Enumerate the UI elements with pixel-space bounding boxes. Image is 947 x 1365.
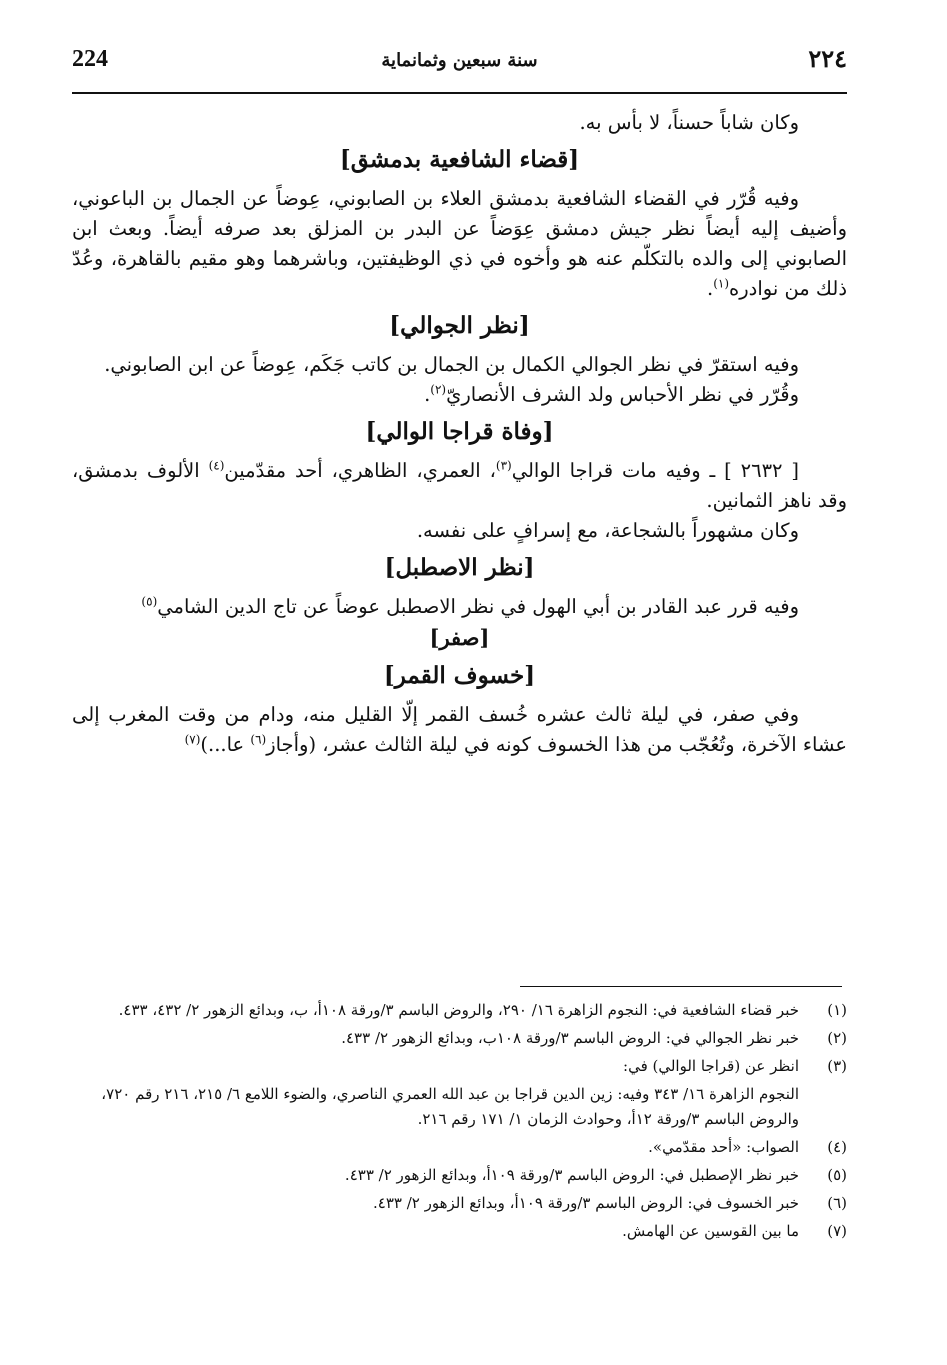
footnote [72, 1054, 847, 1079]
footnote-ref: (٧) [184, 732, 201, 747]
main-text [72, 108, 847, 760]
footnote-number: (٥) [827, 1166, 847, 1184]
footnote-ref: (١) [713, 276, 730, 291]
footnote-ref: (٤) [208, 458, 225, 473]
section-heading: [نظر الاصطبل] [384, 554, 535, 581]
footnote [72, 998, 847, 1023]
page-number-latin: 224 [72, 46, 108, 72]
paragraph-text: وقُرّر في نظر الأحباس ولد الشرف الأنصاريّ [446, 383, 799, 406]
paragraph [72, 592, 847, 622]
paragraph-text: الألوف بدمشق، وقد ناهز الثمانين. [72, 459, 847, 512]
footnote-ref: (٥) [141, 594, 158, 609]
footnote-text: خبر قضاء الشافعية في: النجوم الزاهرة ١٦/ ٢٩٠، والروض الباسم ٣/ورقة ١٠٨أ، ب، وبدائع الزهور ٢/ ٤٣٢، ٤٣٣. [118, 1001, 799, 1019]
page-number-arabic: ٢٢٤ [808, 44, 847, 73]
footnote-ref: (٣) [495, 458, 512, 473]
paragraph [72, 456, 847, 516]
footnote-text: انظر عن (قراجا الوالي) في: [623, 1057, 799, 1075]
paragraph-text: [ ٢٦٣٢ ] ـ وفيه مات قراجا الوالي [511, 459, 800, 482]
footnote-continuation [72, 1082, 847, 1132]
paragraph: وكان شاباً حسناً، لا بأس به. [579, 111, 799, 134]
footnote-text: خبر الخسوف في: الروض الباسم ٣/ورقة ١٠٩أ، وبدائع الزهور ٢/ ٤٣٣. [373, 1194, 799, 1212]
footnotes [72, 998, 847, 1247]
footnote-text: الصواب: «أحد مقدّمي». [648, 1138, 799, 1156]
page-header [72, 40, 847, 90]
footnote-ref: (٦) [250, 732, 267, 747]
section-heading: [وفاة قراجا الوالي] [365, 418, 554, 445]
footnote-ref: (٢) [430, 382, 447, 397]
paragraph-text: وفي صفر، في ليلة ثالث عشره خُسف القمر إلّا القليل منه، ودام من وقت المغرب إلى عشاء الآخرة، وتُعُجّب من هذا الخسوف كونه في ليلة الثالث عشر، (وأجاز [72, 703, 847, 756]
section-heading: [صفر] [429, 625, 490, 650]
footnote-number: (٦) [827, 1194, 847, 1212]
footnote-text: ما بين القوسين عن الهامش. [622, 1222, 799, 1240]
footnote [72, 1191, 847, 1216]
paragraph [72, 700, 847, 760]
paragraph: وفيه استقرّ في نظر الجوالي الكمال بن الجمال بن كاتب جَكَم، عِوضاً عن ابن الصابوني. [104, 353, 799, 376]
section-heading: [نظر الجوالي] [389, 312, 530, 339]
footnote-number: (١) [827, 1001, 847, 1019]
section-heading: [خسوف القمر] [383, 662, 536, 689]
footnote-number: (٣) [827, 1057, 847, 1075]
footnote-text: النجوم الزاهرة ١٦/ ٣٤٣ وفيه: زين الدين قراجا بن عبد الله العمري الناصري، والضوء اللامع ٦/ ٢١٥، ٢١٦ رقم ٧٢٠، والروض الباسم ٣/ورقة ١٢أ، وحوادث الزمان ١/ ١٧١ رقم ٢١٦. [101, 1085, 799, 1128]
paragraph-text: وفيه قرر عبد القادر بن أبي الهول في نظر الاصطبل عوضاً عن تاج الدين الشامي [157, 595, 799, 618]
paragraph-text: وفيه قُرّر في القضاء الشافعية بدمشق العلاء بن الصابوني، عِوضاً عن الجمال بن الباعوني، وأضيف إليه أيضاً نظر جيش دمشق عِوَضاً عن البدر بن المزلق بعد صرفه أيضاً. وبعث ابن الصابوني إلى والده بالتكلّم عنه هو وأخوه في ذي الوظيفتين، وباشرهما وهو مقيم بالقاهرة، وعُدّ ذلك من نوادره [72, 187, 847, 300]
paragraph-text: ، العمري، الظاهري، أحد مقدّمين [224, 459, 496, 482]
paragraph: وقُرّر في نظر الأحباس ولد الشرف الأنصاريّ$^{(٢)}$. [424, 382, 799, 406]
footnote [72, 1163, 847, 1188]
footnote [72, 1219, 847, 1244]
paragraph: وكان مشهوراً بالشجاعة، مع إسرافٍ على نفسه. [416, 519, 799, 542]
header-rule [72, 92, 847, 94]
footnote-number: (٧) [827, 1222, 847, 1240]
running-title: سنة سبعين وثمانماية [381, 50, 538, 71]
paragraph: وفيه قُرّر في القضاء الشافعية بدمشق العلاء بن الصابوني، عِوضاً عن الجمال بن الباعوني، وأضيف إليه أيضاً نظر جيش دمشق عِوَضاً عن البدر بن المزلق بعد صرفه أيضاً. وبعث ابن الصابوني إلى والده بالتكلّم عنه هو وأخوه في ذي الوظيفتين، وباشرهما وهو مقيم بالقاهرة، وعُدّ ذلك من نوادره$^{(١)}$. [72, 187, 847, 300]
footnote-number: (٢) [827, 1029, 847, 1047]
footnote [72, 1135, 847, 1160]
footnote [72, 1026, 847, 1051]
footnote-text: خبر نظر الإصطبل في: الروض الباسم ٣/ورقة ١٠٩أ، وبدائع الزهور ٢/ ٤٣٣. [344, 1166, 799, 1184]
footnote-number: (٤) [827, 1138, 847, 1156]
footnote-text: خبر نظر الجوالي في: الروض الباسم ٣/ورقة ١٠٨ب، وبدائع الزهور ٢/ ٤٣٣. [341, 1029, 799, 1047]
footnote-rule [520, 986, 842, 987]
paragraph-text: عا...) [200, 733, 251, 756]
section-heading: [قضاء الشافعية بدمشق] [339, 146, 580, 173]
